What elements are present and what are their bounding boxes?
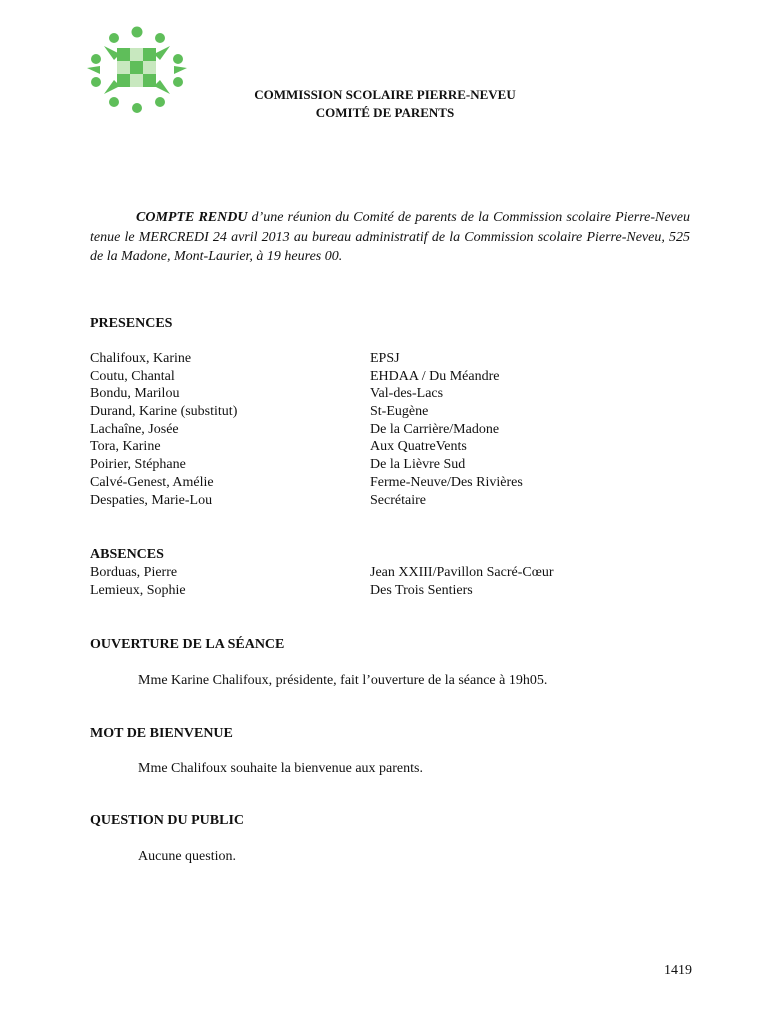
absentee-name: Borduas, Pierre [90,565,178,580]
absences-names-column [90,564,360,599]
section-text-opening: Mme Karine Chalifoux, présidente, fait l’ouverture de la séance à 19h05. [138,673,548,688]
attendee-name: Tora, Karine [90,439,161,455]
absentee-name: Lemieux, Sophie [90,582,186,598]
attendee-name: Lachaîne, Josée [90,421,179,437]
section-text-welcome: Mme Chalifoux souhaite la bienvenue aux parents. [138,761,423,776]
absences-heading: ABSENCES [90,547,164,562]
attendee-name: Coutu, Chantal [90,368,175,384]
committee-name: COMITÉ DE PARENTS [315,105,455,120]
attendee-school: EHDAA / Du Méandre [370,368,500,384]
attendee-school: St-Eugène [370,404,429,420]
section-heading-public-question: QUESTION DU PUBLIC [90,813,245,828]
attendee-school: De la Lièvre Sud [370,457,466,473]
organization-name: COMMISSION SCOLAIRE PIERRE-NEVEU [254,87,516,102]
attendee-school: Aux QuatreVents [370,439,467,455]
attendee-school: Secrétaire [370,492,426,508]
attendee-school: Val-des-Lacs [370,386,444,402]
attendee-school: EPSJ [370,351,400,366]
presences-schools-column [370,350,690,509]
absentee-school: Des Trois Sentiers [370,582,473,598]
presences-names-column [90,350,360,509]
page-number: 1419 [664,963,692,978]
attendee-name: Poirier, Stéphane [90,457,186,473]
attendee-name: Durand, Karine (substitut) [90,404,238,420]
attendee-name: Bondu, Marilou [90,386,180,402]
section-text-public-question: Aucune question. [138,849,236,864]
absentee-school: Jean XXIII/Pavillon Sacré-Cœur [370,565,554,580]
section-heading-welcome: MOT DE BIENVENUE [90,726,233,741]
absences-schools-column [370,564,690,599]
meeting-intro-paragraph [90,208,690,267]
section-heading-opening: OUVERTURE DE LA SÉANCE [90,637,285,652]
attendee-name: Despaties, Marie-Lou [90,492,213,508]
document-type-label: COMPTE RENDU [136,210,248,225]
attendee-school: De la Carrière/Madone [370,421,500,437]
attendee-school: Ferme-Neuve/Des Rivières [370,474,523,490]
attendee-name: Chalifoux, Karine [90,351,192,366]
attendee-name: Calvé-Genest, Amélie [90,474,214,490]
meeting-intro-text: d’une réunion du Comité de parents de la Commission scolaire Pierre-Neveu tenue le MERCREDI 24 avril 2013 au bureau administratif de la Commission scolaire Pierre-Neveu, 525 de la Madone, Mont-Laurier, à 19 heures 00. [90,210,690,264]
presences-heading: PRESENCES [90,316,173,331]
